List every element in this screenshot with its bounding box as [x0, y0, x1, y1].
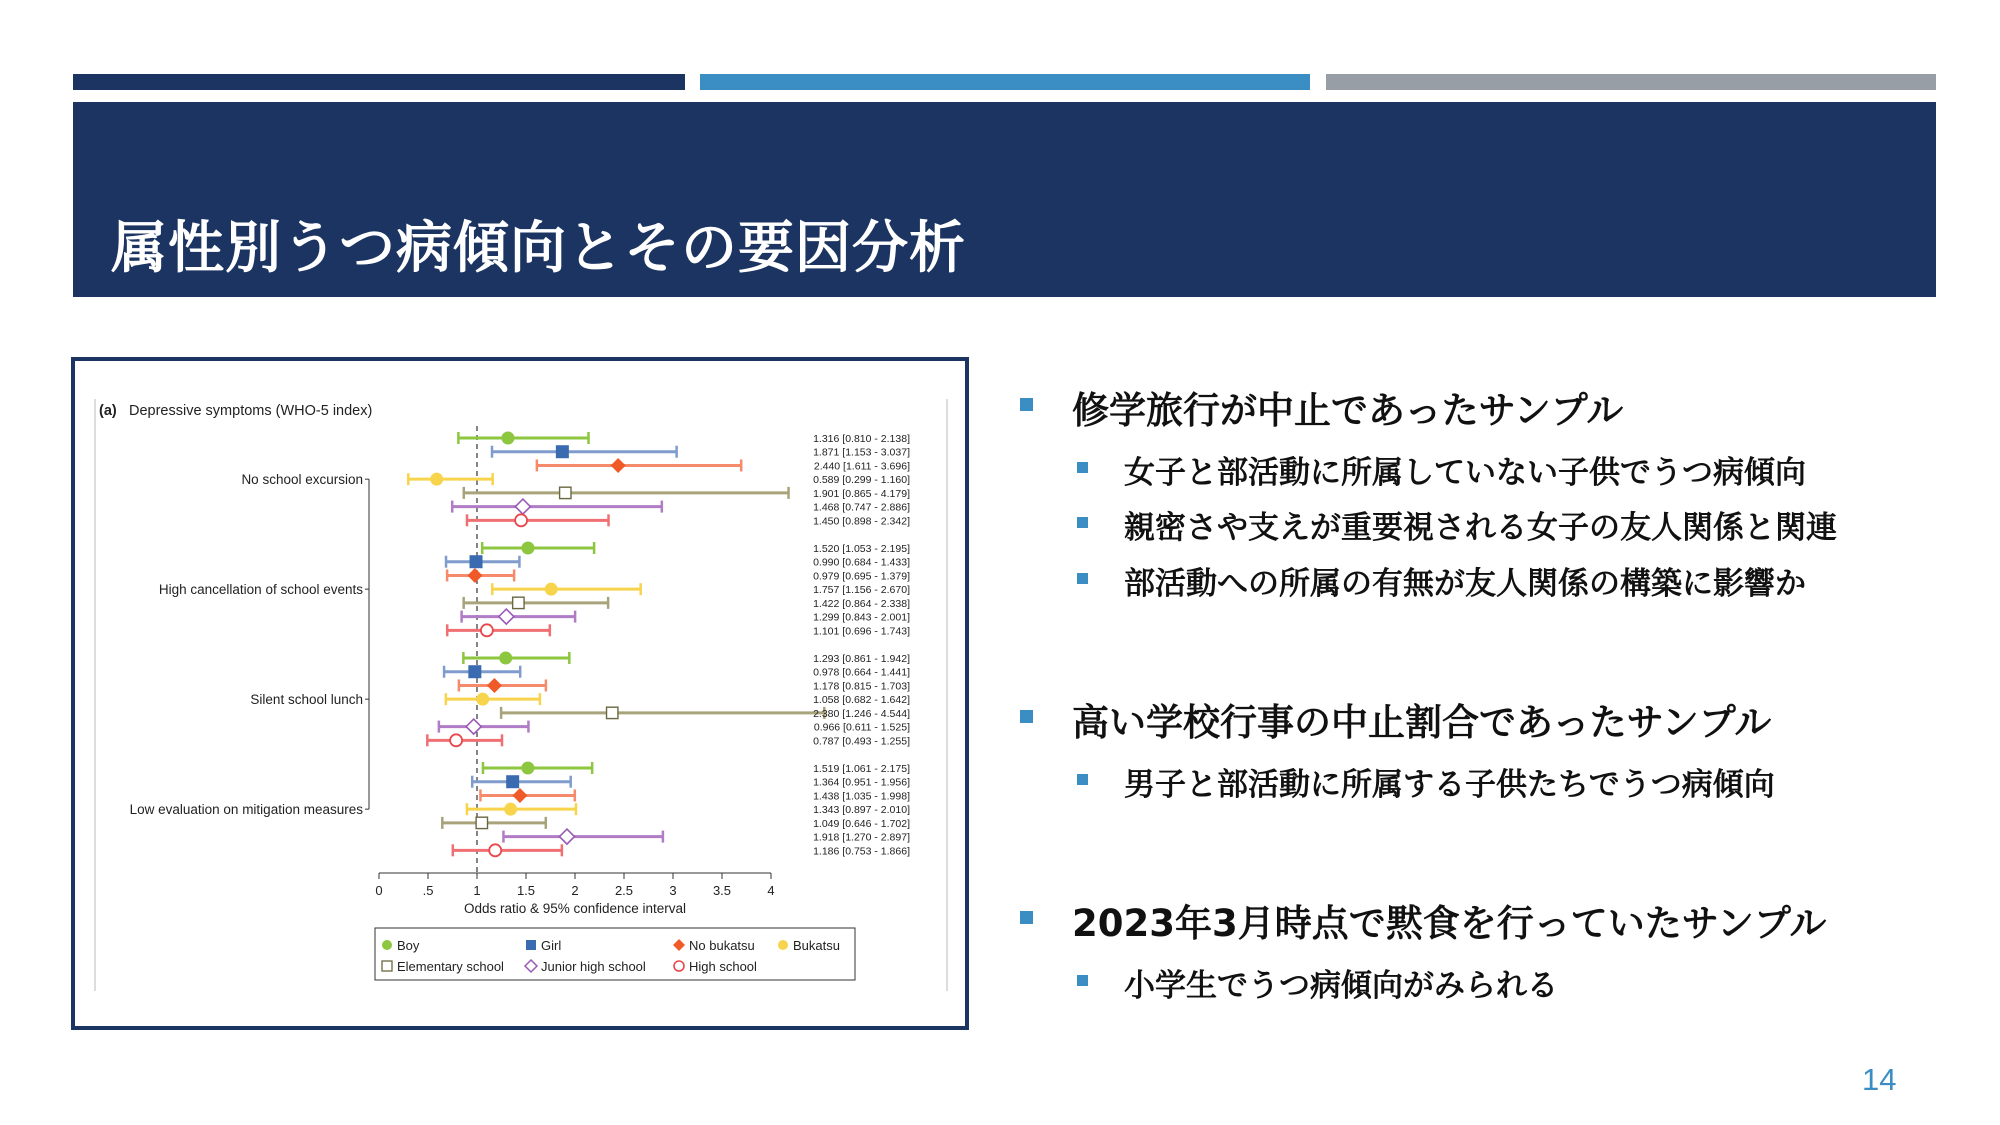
estimate-point: [476, 693, 489, 706]
ci-value-label: 0.966 [0.611 - 1.525]: [813, 721, 910, 734]
estimate-point: [521, 762, 534, 775]
square-bullet-icon: [1077, 975, 1088, 986]
legend-marker: [382, 961, 392, 971]
ci-value-label: 1.343 [0.897 - 2.010]: [813, 804, 910, 817]
ci-value-label: 1.422 [0.864 - 2.338]: [813, 597, 910, 610]
estimate-point: [450, 734, 462, 746]
ci-value-label: 1.293 [0.861 - 1.942]: [813, 653, 910, 665]
ci-value-label: 0.978 [0.664 - 1.441]: [813, 666, 910, 679]
estimate-point: [489, 844, 501, 856]
estimate-point: [506, 775, 519, 788]
x-tick-label: 2: [571, 883, 579, 898]
estimate-point: [481, 624, 493, 636]
page-number: 14: [1862, 1062, 1897, 1097]
square-bullet-icon: [1077, 517, 1088, 528]
estimate-point: [545, 583, 558, 596]
ci-value-label: 1.364 [0.951 - 1.956]: [813, 776, 910, 789]
figure-frame: [71, 357, 969, 1030]
estimate-point: [466, 719, 481, 734]
group-label: No school excursion: [241, 472, 363, 488]
ci-value-label: 1.049 [0.646 - 1.702]: [813, 817, 910, 830]
ci-value-label: 1.299 [0.843 - 2.001]: [813, 611, 910, 624]
square-bullet-icon: [1020, 398, 1033, 411]
ci-value-label: 1.871 [1.153 - 3.037]: [813, 446, 910, 459]
ci-value-label: 1.757 [1.156 - 2.670]: [813, 584, 910, 597]
legend-label: Girl: [541, 938, 562, 953]
bullet-text: 修学旅行が中止であったサンプル: [1072, 389, 1624, 432]
estimate-point: [468, 665, 481, 678]
x-tick-label: 3.5: [712, 883, 732, 898]
estimate-point: [430, 473, 443, 486]
forest-plot: [75, 361, 965, 1026]
ci-value-label: 1.316 [0.810 - 2.138]: [813, 433, 910, 445]
estimate-point: [467, 568, 482, 583]
bullet-text: 男子と部活動に所属する子供たちでうつ病傾向: [1124, 767, 1775, 803]
legend-marker: [382, 940, 392, 950]
chart-panel-label: (a): [99, 403, 117, 419]
bullet-text: 高い学校行事の中止割合であったサンプル: [1072, 701, 1772, 744]
accent-bar-gray: [1326, 74, 1936, 90]
ci-value-label: 1.918 [1.270 - 2.897]: [813, 831, 910, 844]
ci-value-label: 1.438 [1.035 - 1.998]: [813, 790, 910, 803]
estimate-point: [476, 817, 487, 828]
ci-value-label: 1.520 [1.053 - 2.195]: [813, 543, 910, 555]
bullet-text: 親密さや支えが重要視される女子の友人関係と関連: [1124, 510, 1837, 546]
estimate-point: [611, 458, 626, 473]
title-band: [73, 102, 1936, 297]
bullet-text: 小学生でうつ病傾向がみられる: [1124, 968, 1558, 1004]
square-bullet-icon: [1020, 911, 1033, 924]
estimate-point: [470, 555, 483, 568]
group-label: High cancellation of school events: [158, 582, 363, 598]
legend-marker: [526, 940, 536, 950]
group-label: Low evaluation on mitigation measures: [129, 802, 363, 818]
legend-label: Junior high school: [541, 959, 646, 974]
bullet-text: 女子と部活動に所属していない子供でうつ病傾向: [1124, 455, 1806, 491]
estimate-point: [559, 829, 574, 844]
x-tick-label: 0: [375, 883, 383, 898]
estimate-point: [515, 499, 530, 514]
bullet-text: 部活動への所属の有無が友人関係の構築に影響か: [1124, 566, 1806, 602]
square-bullet-icon: [1077, 774, 1088, 785]
accent-bar-blue: [700, 74, 1310, 90]
bullet-text: 2023年3月時点で黙食を行っていたサンプル: [1072, 902, 1827, 945]
legend-label: High school: [689, 959, 757, 974]
estimate-point: [504, 803, 517, 816]
square-bullet-icon: [1020, 710, 1033, 723]
ci-value-label: 0.990 [0.684 - 1.433]: [813, 556, 910, 569]
estimate-point: [556, 445, 569, 458]
ci-value-label: 2.380 [1.246 - 4.544]: [813, 707, 910, 720]
square-bullet-icon: [1077, 573, 1088, 584]
square-bullet-icon: [1077, 462, 1088, 473]
ci-value-label: 0.787 [0.493 - 1.255]: [813, 735, 910, 748]
estimate-point: [515, 514, 527, 526]
x-tick-label: 1.5: [516, 883, 536, 898]
slide-title: 属性別うつ病傾向とその要因分析: [111, 216, 966, 281]
estimate-point: [487, 678, 502, 693]
estimate-point: [560, 487, 571, 498]
estimate-point: [501, 432, 514, 445]
x-tick-label: .5: [422, 883, 434, 898]
estimate-point: [521, 542, 534, 555]
ci-value-label: 1.901 [0.865 - 4.179]: [813, 487, 910, 500]
legend-marker: [778, 940, 788, 950]
legend-label: Bukatsu: [793, 938, 840, 953]
ci-value-label: 1.450 [0.898 - 2.342]: [813, 515, 910, 528]
legend-label: Elementary school: [397, 959, 504, 974]
group-label: Silent school lunch: [250, 692, 363, 708]
estimate-point: [499, 652, 512, 665]
x-axis-label: Odds ratio & 95% confidence interval: [463, 901, 687, 916]
estimate-point: [607, 707, 618, 718]
estimate-point: [512, 788, 527, 803]
legend-label: No bukatsu: [689, 938, 755, 953]
estimate-point: [513, 597, 524, 608]
legend-marker: [674, 961, 684, 971]
ci-value-label: 0.589 [0.299 - 1.160]: [813, 474, 910, 487]
ci-value-label: 1.101 [0.696 - 1.743]: [813, 625, 910, 638]
x-tick-label: 1: [473, 883, 481, 898]
ci-value-label: 2.440 [1.611 - 3.696]: [813, 460, 910, 473]
chart-title: Depressive symptoms (WHO-5 index): [129, 403, 373, 419]
accent-bar-navy: [73, 74, 685, 90]
ci-value-label: 1.058 [0.682 - 1.642]: [813, 694, 910, 707]
ci-value-label: 1.186 [0.753 - 1.866]: [813, 845, 910, 858]
ci-value-label: 1.468 [0.747 - 2.886]: [813, 501, 910, 514]
x-tick-label: 2.5: [614, 883, 634, 898]
ci-value-label: 1.178 [0.815 - 1.703]: [813, 680, 910, 693]
x-tick-label: 4: [767, 883, 775, 898]
ci-value-label: 0.979 [0.695 - 1.379]: [813, 570, 910, 583]
legend-label: Boy: [397, 938, 420, 953]
x-tick-label: 3: [669, 883, 677, 898]
estimate-point: [499, 609, 514, 624]
ci-value-label: 1.519 [1.061 - 2.175]: [813, 763, 910, 775]
